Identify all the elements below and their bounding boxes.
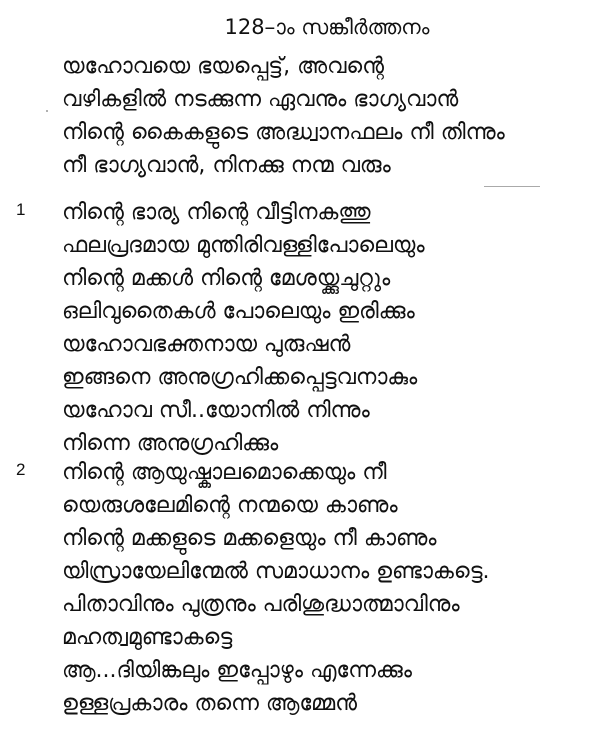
- speck-mark: [46, 110, 48, 112]
- chorus: [62, 50, 505, 182]
- verse-lines: [62, 456, 490, 720]
- verse-number: 1: [16, 200, 26, 219]
- chorus-line: നീ ഭാഗ്യവാൻ, നിനക്കു നന്മ വരും: [62, 153, 391, 178]
- verse-number: 2: [16, 460, 26, 479]
- verse-line: പിതാവിനും പുത്രനും പരിശുദ്ധാത്മാവിനും: [62, 592, 460, 617]
- verse-line: ആ...ദിയിങ്കലും ഇപ്പോഴും എന്നേക്കും: [62, 658, 412, 683]
- divider: [484, 186, 540, 187]
- verse-line: നിന്റെ ആയുഷ്കാലമൊക്കെയും നീ: [62, 460, 387, 485]
- verse-line: യഹോവ സീ..യോനിൽ നിന്നും: [62, 398, 370, 423]
- chorus-line: വഴികളിൽ നടക്കുന്ന ഏവനും ഭാഗ്യവാൻ: [62, 87, 459, 112]
- verse-line: നിന്നെ അനുഗ്രഹിക്കും: [62, 431, 279, 456]
- verse-line: യഹോവഭക്തനായ പുരുഷൻ: [62, 332, 351, 357]
- verse-line: യെരുശലേമിന്റെ നന്മയെ കാണും: [62, 493, 398, 518]
- chorus-line: യഹോവയെ ഭയപ്പെട്ട്, അവന്റെ: [62, 54, 384, 79]
- verse-line: ഉള്ളപ്രകാരം തന്നെ ആമ്മേൻ: [62, 691, 358, 716]
- verse-line: മഹത്വമുണ്ടാകട്ടെ: [62, 625, 233, 650]
- verse-line: ഒലിവുതൈകൾ പോലെയും ഇരിക്കും: [62, 299, 415, 324]
- verse-line: നിന്റെ മക്കളുടെ മക്കളെയും നീ കാണും: [62, 526, 437, 551]
- page-title: 128–ാം സങ്കീർത്തനം: [224, 15, 430, 39]
- verse-line: ഇങ്ങനെ അനുഗ്രഹിക്കപ്പെട്ടവനാകും: [62, 365, 418, 390]
- verse-line: ഫലപ്രദമായ മുന്തിരിവള്ളിപോലെയും: [62, 233, 425, 258]
- verse-lines: [62, 196, 425, 460]
- verse-line: യിസ്രായേലിന്മേൽ സമാധാനം ഉണ്ടാകട്ടെ.: [62, 559, 490, 584]
- verse-line: നിന്റെ മക്കൾ നിന്റെ മേശയ്ക്കുചുറ്റും: [62, 266, 391, 291]
- chorus-line: നിന്റെ കൈകളുടെ അദ്ധ്വാനഫലം നീ തിന്നും: [62, 120, 505, 145]
- verse-line: നിന്റെ ഭാര്യ നിന്റെ വീട്ടിനകത്തു: [62, 200, 371, 225]
